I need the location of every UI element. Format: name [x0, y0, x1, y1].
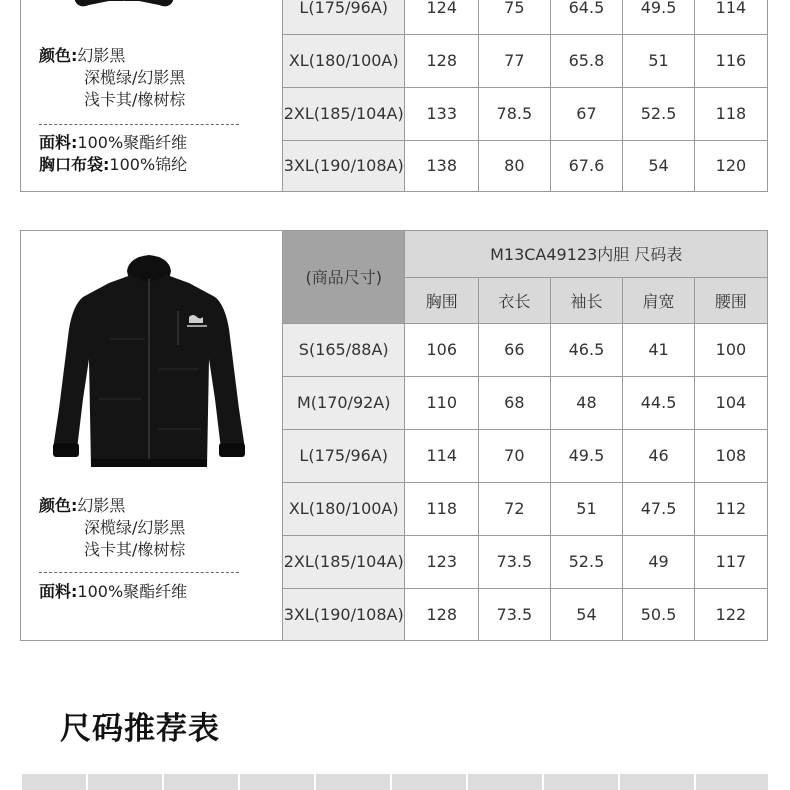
value-cell: 49.5 [550, 429, 623, 482]
size-cell: L(175/96A) [283, 0, 405, 34]
table-header-cell [22, 774, 88, 790]
fleece-jacket-icon [49, 249, 249, 479]
value-cell: 100 [694, 323, 767, 376]
value-cell: 104 [694, 376, 767, 429]
table-header-cell [544, 774, 620, 790]
product-info [21, 0, 282, 191]
value-cell: 128 [405, 588, 479, 640]
color-value: 幻影黑 [77, 46, 126, 65]
value-cell: 54 [550, 588, 623, 640]
product-info [21, 231, 282, 640]
table-header-cell [164, 774, 240, 790]
column-header: 腰围 [694, 277, 767, 323]
size-cell: XL(180/100A) [283, 34, 405, 87]
size-table [283, 231, 767, 640]
table-header-cell [88, 774, 164, 790]
size-cell: XL(180/100A) [283, 482, 405, 535]
size-cell: 2XL(185/104A) [283, 535, 405, 588]
value-cell: 73.5 [479, 535, 551, 588]
table-row [283, 535, 767, 588]
liner-size-panel [20, 230, 768, 641]
table-header-cell [392, 774, 468, 790]
value-cell: 47.5 [623, 482, 695, 535]
value-cell: 73.5 [479, 588, 551, 640]
value-cell: 117 [694, 535, 767, 588]
value-cell: 124 [405, 0, 479, 34]
color-value: 浅卡其/橡树棕 [84, 90, 186, 109]
value-cell: 77 [479, 34, 551, 87]
color-value: 深榄绿/幻影黑 [84, 68, 186, 87]
value-cell: 70 [479, 429, 551, 482]
table-row [283, 87, 767, 140]
color-spec [39, 45, 185, 111]
recommend-table-header [22, 774, 768, 790]
table-title-row [283, 231, 767, 277]
dashed-divider [39, 572, 239, 573]
value-cell: 66 [479, 323, 551, 376]
value-cell: 80 [479, 140, 551, 191]
color-label: 颜色: [39, 46, 78, 65]
table-row [283, 376, 767, 429]
jacket-hem-icon [69, 0, 179, 13]
column-header: 衣长 [479, 277, 551, 323]
fabric-label: 面料: [39, 582, 78, 601]
value-cell: 67.6 [550, 140, 623, 191]
fabric-spec [39, 581, 187, 603]
value-cell: 128 [405, 34, 479, 87]
table-row [283, 482, 767, 535]
value-cell: 123 [405, 535, 479, 588]
color-label: 颜色: [39, 496, 78, 515]
table-header-cell [696, 774, 768, 790]
value-cell: 48 [550, 376, 623, 429]
value-cell: 110 [405, 376, 479, 429]
value-cell: 41 [623, 323, 695, 376]
value-cell: 112 [694, 482, 767, 535]
fabric-value: 100%聚酯纤维 [77, 133, 188, 152]
value-cell: 54 [623, 140, 695, 191]
value-cell: 118 [694, 87, 767, 140]
value-cell: 114 [694, 0, 767, 34]
value-cell: 122 [694, 588, 767, 640]
size-cell: 3XL(190/108A) [283, 140, 405, 191]
value-cell: 51 [550, 482, 623, 535]
value-cell: 138 [405, 140, 479, 191]
table-header-cell [316, 774, 392, 790]
size-table [283, 0, 767, 191]
table-title: M13CA49123内胆 尺码表 [405, 231, 767, 277]
column-header: 肩宽 [623, 277, 695, 323]
value-cell: 50.5 [623, 588, 695, 640]
table-header-cell [620, 774, 696, 790]
value-cell: 133 [405, 87, 479, 140]
value-cell: 44.5 [623, 376, 695, 429]
value-cell: 46 [623, 429, 695, 482]
pocket-spec [39, 154, 187, 176]
pocket-label: 胸口布袋: [39, 155, 110, 174]
dashed-divider [39, 124, 239, 125]
outer-jacket-size-panel [20, 0, 768, 192]
value-cell: 72 [479, 482, 551, 535]
pocket-value: 100%锦纶 [109, 155, 188, 174]
color-value: 深榄绿/幻影黑 [84, 518, 186, 537]
value-cell: 49.5 [623, 0, 695, 34]
size-cell: L(175/96A) [283, 429, 405, 482]
size-header: (商品尺寸) [283, 231, 405, 323]
value-cell: 120 [694, 140, 767, 191]
value-cell: 65.8 [550, 34, 623, 87]
section-title: 尺码推荐表 [60, 711, 220, 747]
size-cell: S(165/88A) [283, 323, 405, 376]
value-cell: 106 [405, 323, 479, 376]
column-header: 袖长 [550, 277, 623, 323]
value-cell: 114 [405, 429, 479, 482]
size-cell: 3XL(190/108A) [283, 588, 405, 640]
fabric-spec [39, 132, 187, 154]
value-cell: 52.5 [550, 535, 623, 588]
size-cell: M(170/92A) [283, 376, 405, 429]
table-row [283, 34, 767, 87]
fabric-label: 面料: [39, 133, 78, 152]
value-cell: 52.5 [623, 87, 695, 140]
value-cell: 64.5 [550, 0, 623, 34]
value-cell: 67 [550, 87, 623, 140]
table-row [283, 140, 767, 191]
column-header: 胸围 [405, 277, 479, 323]
color-spec [39, 495, 185, 561]
table-row [283, 0, 767, 34]
value-cell: 75 [479, 0, 551, 34]
size-cell: 2XL(185/104A) [283, 87, 405, 140]
color-value: 浅卡其/橡树棕 [84, 540, 186, 559]
table-row [283, 588, 767, 640]
value-cell: 116 [694, 34, 767, 87]
value-cell: 78.5 [479, 87, 551, 140]
value-cell: 108 [694, 429, 767, 482]
value-cell: 68 [479, 376, 551, 429]
table-row [283, 323, 767, 376]
value-cell: 46.5 [550, 323, 623, 376]
value-cell: 51 [623, 34, 695, 87]
table-row [283, 429, 767, 482]
table-header-cell [240, 774, 316, 790]
color-value: 幻影黑 [77, 496, 126, 515]
value-cell: 49 [623, 535, 695, 588]
fabric-value: 100%聚酯纤维 [77, 582, 188, 601]
value-cell: 118 [405, 482, 479, 535]
table-header-cell [468, 774, 544, 790]
